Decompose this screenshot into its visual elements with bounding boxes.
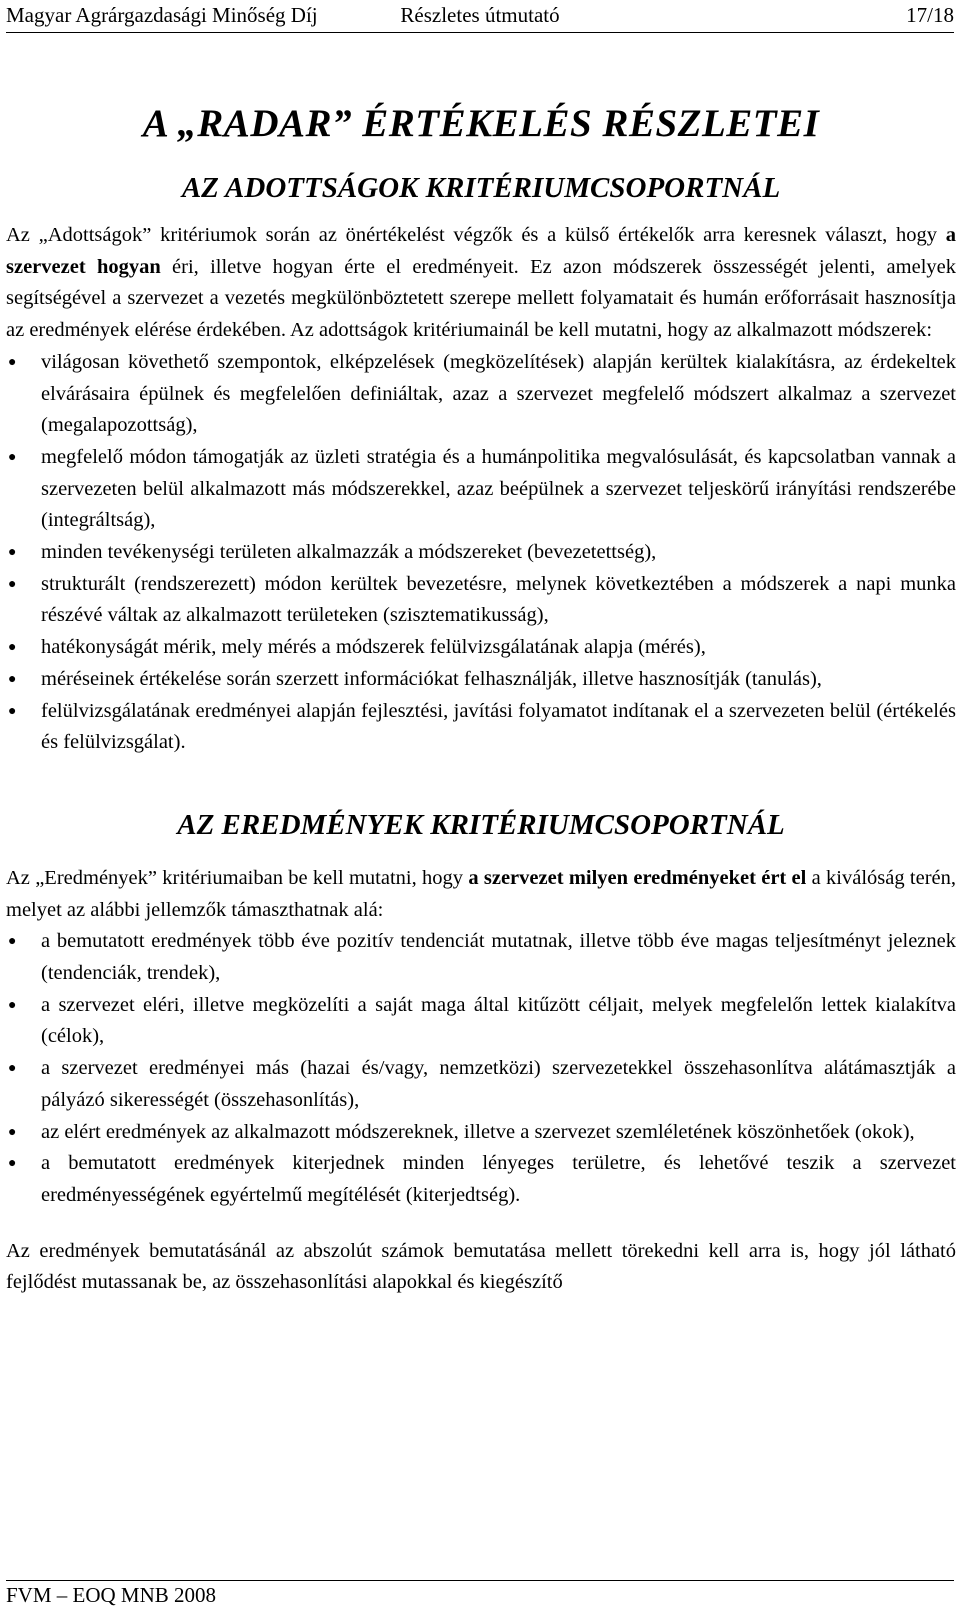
list-item	[6, 926, 956, 989]
bullet-icon: ●	[8, 640, 17, 656]
list-item	[6, 1053, 956, 1116]
header-publication: Magyar Agrárgazdasági Minőség Díj	[6, 3, 318, 27]
bullet-icon: ●	[8, 1124, 17, 1140]
header-page-number: 17/18	[906, 3, 954, 27]
list-item	[6, 1148, 956, 1211]
list-item	[6, 664, 956, 696]
list-item	[6, 632, 956, 664]
list-item	[6, 537, 956, 569]
section-intro-adottsagok	[6, 220, 956, 347]
bullet-icon: ●	[8, 997, 17, 1013]
intro-text-bold: a szervezet milyen eredményeket ért el	[468, 866, 807, 889]
list-item	[6, 569, 956, 632]
list-item-text: minden tevékenységi területen alkalmazzák a módszereket (bevezetettség),	[41, 541, 657, 564]
bullet-icon: ●	[8, 1061, 17, 1077]
intro-text-start: Az „Adottságok” kritériumok során az önértékelést végzők és a külső értékelők arra keresnek választ, hogy	[6, 224, 946, 246]
list-item-text: az elért eredmények az alkalmazott módszereknek, illetve a szervezet szemléletének köszönhetőek (okok),	[41, 1120, 915, 1143]
bullet-icon: ●	[8, 545, 17, 561]
list-item-text: felülvizsgálatának eredményei alapján fejlesztési, javítási folyamatot indítanak el a szervezeten belül (értékelés és felülvizsgálat).	[41, 699, 956, 754]
bullet-icon: ●	[8, 703, 17, 719]
closing-paragraph: Az eredmények bemutatásánál az abszolút számok bemutatása mellett törekedni kell arra is, hogy jól látható fejlődést mutassanak be, az összehasonlítási alapokkal és kiegészítő	[6, 1239, 956, 1294]
bullet-icon: ●	[8, 671, 17, 687]
section-heading-adottsagok: AZ ADOTTSÁGOK KRITÉRIUMCSOPORTNÁL	[181, 172, 781, 204]
bullet-icon: ●	[8, 354, 17, 370]
list-item	[6, 1117, 956, 1149]
list-item-text: strukturált (rendszerezett) módon kerültek bevezetésre, melynek következtében a módszerek a napi munka részévé váltak az alkalmazott területeken (szisztematikusság),	[41, 572, 956, 627]
bullet-icon: ●	[8, 576, 17, 592]
intro-text-end: a kiválóság terén, melyet az alábbi jellemzők támaszthatnak alá:	[6, 866, 957, 921]
header-doc-title: Részletes útmutató	[400, 3, 560, 27]
section-intro-eredmenyek	[6, 863, 956, 926]
list-item-text: a bemutatott eredmények több éve pozitív tendenciát mutatnak, illetve több éve magas teljesítményt jeleznek (tendenciák, trendek),	[41, 930, 956, 985]
bullet-icon: ●	[8, 1156, 17, 1172]
list-item-text: a bemutatott eredmények kiterjednek minden lényeges területre, és lehetővé teszik a szervezet eredményességének egyértelmű megítélését (kiterjedtség).	[41, 1152, 956, 1206]
section-heading-eredmenyek: AZ EREDMÉNYEK KRITÉRIUMCSOPORTNÁL	[177, 808, 785, 841]
list-item-text: a szervezet eléri, illetve megközelíti a saját maga által kitűzött céljait, melyek megfelelőn lettek kialakítva (célok),	[41, 993, 956, 1048]
list-item-text: hatékonyságát mérik, mely mérés a módszerek felülvizsgálatának alapja (mérés),	[41, 636, 706, 659]
bullet-icon: ●	[8, 449, 17, 465]
intro-text-bold: a szervezet hogyan	[6, 224, 956, 278]
bullet-list-adottsagok	[6, 347, 956, 759]
list-item	[6, 990, 956, 1053]
page-content	[6, 100, 956, 1299]
list-item	[6, 696, 956, 759]
list-item	[6, 347, 956, 442]
list-item-text: a szervezet eredményei más (hazai és/vagy, nemzetközi) szervezetekkel összehasonlítva alátámasztják a pályázó sikerességét (összehasonlítás),	[41, 1057, 956, 1111]
list-item-text: megfelelő módon támogatják az üzleti stratégia és a humánpolitika megvalósulását, és kapcsolatban vannak a szervezeten belül alkalmazott más módszerekkel, azaz beépülnek a szervezet teljeskörű irányítási rendszerébe (integráltság),	[41, 445, 956, 532]
bullet-list-eredmenyek	[6, 926, 956, 1211]
intro-text-start: Az „Eredmények” kritériumaiban be kell mutatni, hogy	[6, 866, 469, 889]
intro-text-end: éri, illetve hogyan érte el eredményeit. Ez azon módszerek összességét jelenti, amelyek segítségével a szervezet a vezetés megkülönböztetett szerepe mellett folyamatait és humán erőforrásait hasznosítja az eredmények elérése érdekében. Az adottságok kritériumainál be kell mutatni, hogy az alkalmazott módszerek:	[6, 255, 956, 342]
list-item-text: világosan követhető szempontok, elképzelések (megközelítések) alapján kerültek kialakításra, az érdekeltek elvárásaira épülnek és megfelelően definiáltak, azaz a szervezet megfelelő módszert alkalmaz a szervezet (megalapozottság),	[41, 350, 956, 437]
list-item-text: méréseinek értékelése során szerzett információkat felhasználják, illetve hasznosítják (tanulás),	[41, 667, 822, 690]
list-item	[6, 442, 956, 537]
page-footer: FVM – EOQ MNB 2008	[6, 1580, 954, 1608]
page-title: A „RADAR” ÉRTÉKELÉS RÉSZLETEI	[142, 102, 820, 145]
page-header	[6, 0, 954, 33]
bullet-icon: ●	[8, 934, 17, 950]
